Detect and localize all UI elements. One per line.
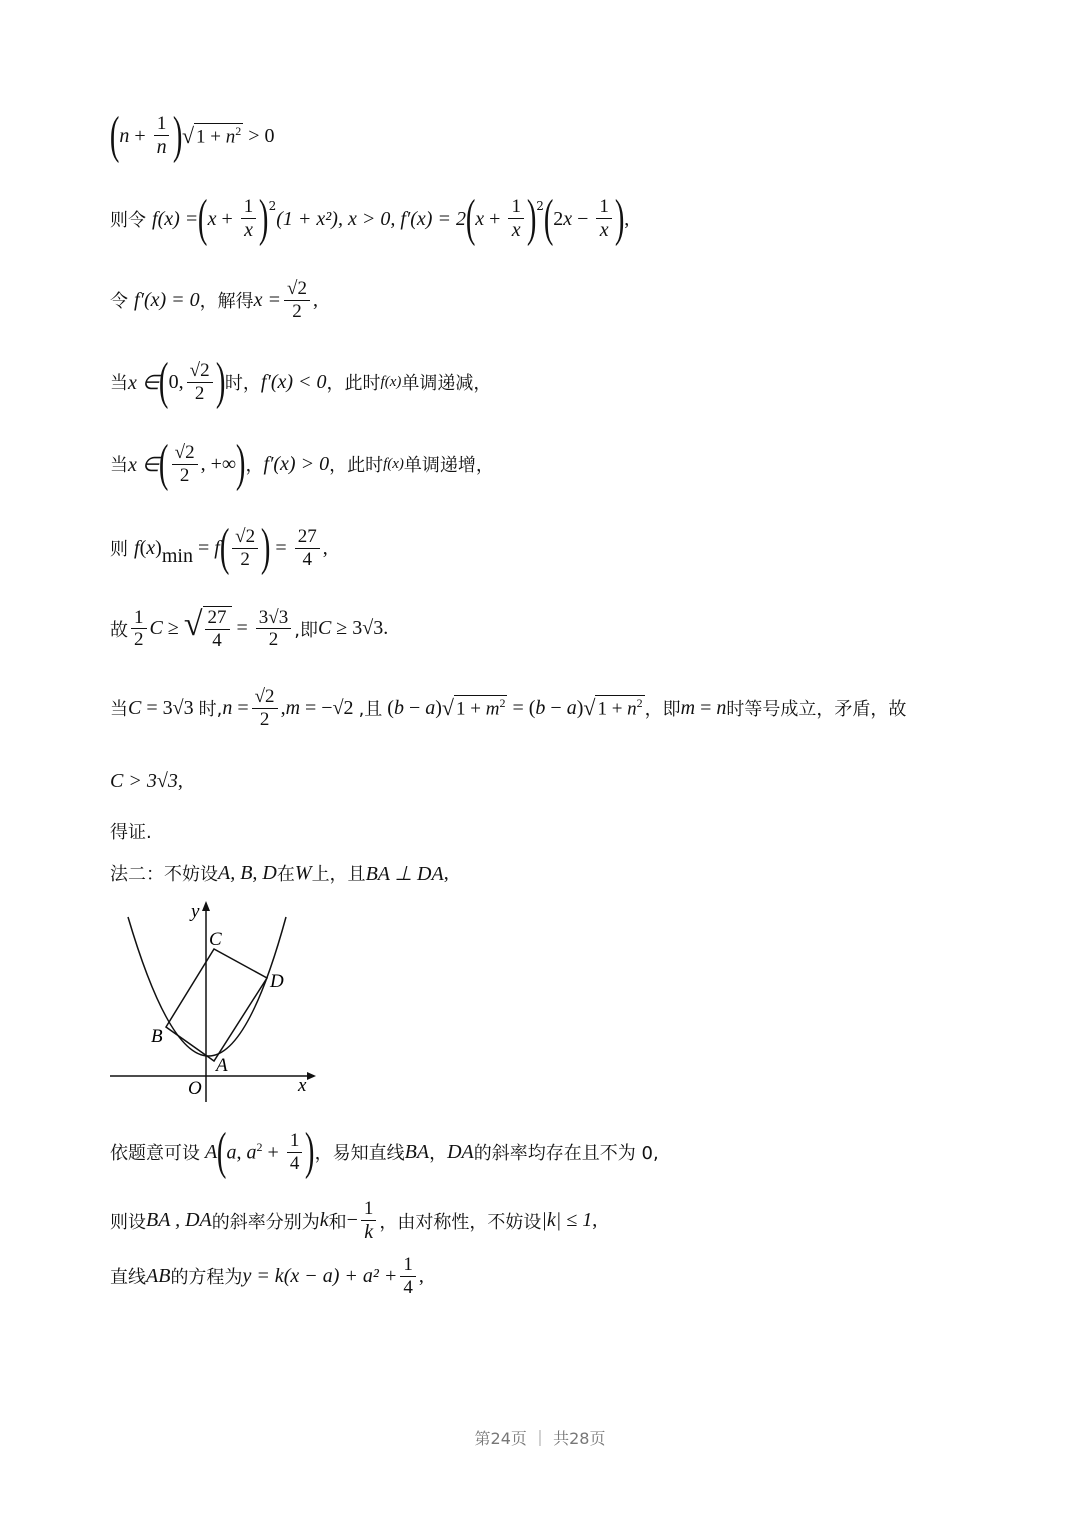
- rectangle-abcd: [166, 949, 267, 1061]
- formula-line-5: 当 x ∈ ( $\frac{√2}{2}$ , +∞ ) ， f′(x) > 0 ，此时 f(x) 单调递增，: [110, 435, 494, 492]
- formula-line-3: 令 f′(x) = 0 ，解得 x = $\frac{√2}{2}$ ,: [110, 278, 318, 322]
- label-a: A: [216, 1055, 228, 1076]
- y-axis-arrow: [202, 901, 210, 911]
- formula-line-14: 直线 AB 的方程为 y = k(x − a) + a² + $\frac{1}{4}$ ,: [110, 1254, 424, 1298]
- label-y: y: [191, 901, 200, 922]
- parabola-rectangle-figure: [108, 895, 328, 1109]
- formula-line-2: 则令 f(x) = ( x + $\frac{1}{x}$ ) $^2$ (1 + x²), x > 0, f′(x) = 2 ( x + $\frac{1}{x}$ ) $^2$ ( 2x − $\frac{1}{x}$ ) ,: [110, 190, 630, 247]
- figure-svg: [108, 895, 328, 1105]
- label-d: D: [270, 971, 284, 992]
- formula-line-4: 当 x ∈ ( 0, $\frac{√2}{2}$ ) 时， f′(x) < 0 ，此时 f(x) 单调递减，: [110, 353, 492, 410]
- formula-line-7: 故 $\frac{1}{2}$ C ≥ √ $\frac{27}{4}$ = $\frac{3√3}{2}$ ,即 C ≥ 3√3 .: [110, 606, 389, 651]
- label-b: B: [151, 1026, 163, 1047]
- label-o: O: [188, 1078, 202, 1099]
- x-axis-arrow: [307, 1072, 316, 1080]
- label-x: x: [298, 1075, 307, 1096]
- label-c: C: [209, 929, 222, 950]
- formula-line-8: 当 C = 3√3 时, n = $\frac{√2}{2}$ , m = −√2 ,且 (b − a) √ $1 + m^2$ = (b − a) √ $1 + n^2$ ，即 m = n 时等号成立，矛盾，故: [110, 686, 907, 730]
- formula-line-1: ( n + $\frac{1}{n}$ ) √ $1 + n^2$ > 0: [109, 107, 275, 164]
- page-footer: 第24页 ｜ 共28页: [474, 1429, 606, 1448]
- text-line-10: 得证.: [110, 822, 152, 843]
- formula-line-12: 依题意可设 A ( a, $a^2$ + $\frac{1}{4}$ ) ，易知直线 BA ， DA 的斜率均存在且不为 0,: [110, 1123, 659, 1180]
- text-line-11: 法二：不妨设 A, B, D 在 W 上，且 BA ⊥ DA ,: [110, 861, 449, 885]
- formula-line-13: 则设 BA , DA 的斜率分别为 k 和 − $\frac{1}{k}$ ，由对称性，不妨设 |k| ≤ 1 ,: [110, 1198, 598, 1243]
- formula-line-9: C > 3√3 ,: [110, 770, 183, 792]
- formula-line-6: 则 f (x) min = f ( $\frac{√2}{2}$ ) = $\frac{27}{4}$ ,: [110, 519, 328, 576]
